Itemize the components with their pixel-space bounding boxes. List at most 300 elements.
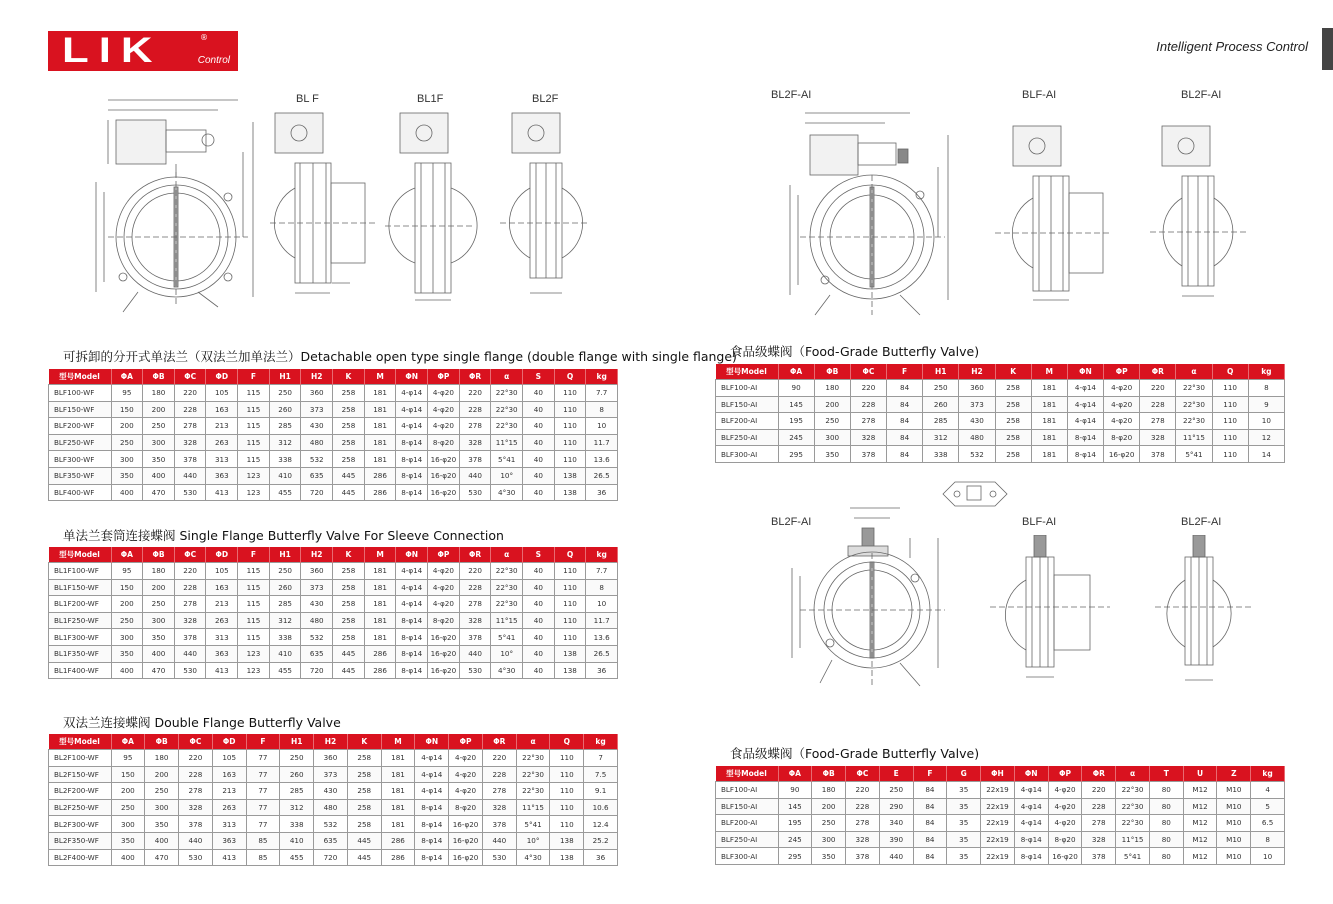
table-cell: 180 (145, 750, 179, 767)
table-cell: 220 (459, 563, 491, 580)
table-cell: 195 (778, 815, 812, 832)
table-cell: 110 (1212, 413, 1248, 430)
table-cell: 440 (459, 645, 491, 662)
table-cell: 9.1 (584, 783, 618, 800)
table-cell: 115 (238, 401, 270, 418)
table-cell: 138 (554, 662, 586, 679)
table-cell: 80 (1149, 798, 1183, 815)
table-cell: 8-φ14 (415, 799, 449, 816)
table-cell: 85 (246, 849, 280, 866)
drawing-label-bl2f-ai-4: BL2F-AI (1181, 516, 1222, 528)
table-cell: 200 (812, 798, 846, 815)
table-cell: 350 (111, 832, 145, 849)
table-cell: 313 (212, 816, 246, 833)
table-cell: 360 (301, 563, 333, 580)
table-cell: 10° (516, 832, 550, 849)
column-header: H2 (959, 364, 995, 380)
table-cell: 250 (143, 596, 175, 613)
table-cell: 312 (280, 799, 314, 816)
column-header: 型号Model (49, 734, 112, 750)
table-cell: 5°41 (1116, 848, 1150, 865)
drawing-label-blf-ai-2: BLF-AI (1022, 516, 1057, 528)
table-cell: M12 (1183, 831, 1217, 848)
table-cell: 250 (812, 815, 846, 832)
table-cell: 10 (1251, 848, 1285, 865)
table-cell: 36 (586, 662, 618, 679)
table-cell: 4-φ20 (428, 579, 460, 596)
table-cell: 4-φ14 (415, 783, 449, 800)
table-cell: 22°30 (491, 401, 523, 418)
table-cell: 181 (364, 629, 396, 646)
section-title-food-1: 食品级蝶阀（Food-Grade Butterfly Valve) (730, 344, 980, 359)
table-cell: 430 (314, 783, 348, 800)
table-cell: 8-φ20 (449, 799, 483, 816)
table-cell: 8-φ14 (415, 849, 449, 866)
table-cell: 445 (347, 849, 381, 866)
table-cell: 250 (269, 385, 301, 402)
table-cell: BLF100-AI (716, 782, 779, 799)
column-header: T (1149, 766, 1183, 782)
table-cell: 530 (459, 484, 491, 501)
table-cell: 163 (212, 766, 246, 783)
table-cell: 328 (459, 434, 491, 451)
table-cell: 278 (482, 783, 516, 800)
table-cell: 300 (111, 816, 145, 833)
table-cell: 181 (1031, 413, 1067, 430)
column-header: ΦN (396, 547, 428, 563)
table-cell: 312 (923, 429, 959, 446)
table-row (716, 848, 1285, 865)
table-cell: 90 (778, 380, 814, 397)
table-cell: 8-φ14 (396, 662, 428, 679)
table-cell: 84 (913, 815, 947, 832)
table-cell: 110 (550, 816, 584, 833)
table-cell: M10 (1217, 831, 1251, 848)
table-cell: 4-φ20 (1048, 798, 1082, 815)
table-cell: BLF200-AI (716, 413, 779, 430)
table-cell: 5°41 (491, 451, 523, 468)
table-cell: BL1F350-WF (49, 645, 112, 662)
table-cell: 220 (174, 385, 206, 402)
table-cell: 470 (143, 484, 175, 501)
table-cell: 263 (212, 799, 246, 816)
table-cell: 480 (301, 612, 333, 629)
table-cell: 12.4 (584, 816, 618, 833)
table-cell: 635 (301, 467, 333, 484)
column-header: ΦA (778, 364, 814, 380)
column-header: ΦB (143, 369, 175, 385)
table-row (49, 596, 618, 613)
table-cell: 77 (246, 783, 280, 800)
table-cell: 373 (301, 579, 333, 596)
column-header: K (333, 547, 365, 563)
table-row (716, 446, 1285, 463)
column-header: ΦR (482, 734, 516, 750)
table-cell: 110 (554, 418, 586, 435)
table-cell: 181 (381, 816, 415, 833)
table-cell: 110 (554, 596, 586, 613)
table-header-row (716, 364, 1285, 380)
table-cell: 285 (269, 418, 301, 435)
column-header: ΦA (111, 369, 143, 385)
table-cell: 328 (1082, 831, 1116, 848)
table-cell: 200 (111, 783, 145, 800)
table-cell: 40 (523, 563, 555, 580)
table-cell: 110 (1212, 429, 1248, 446)
table-cell: 455 (269, 662, 301, 679)
table-cell: 84 (887, 446, 923, 463)
valve-side-drawing-blf (270, 108, 380, 308)
table-cell: 5°41 (516, 816, 550, 833)
table-cell: 84 (887, 413, 923, 430)
table-cell: 80 (1149, 831, 1183, 848)
table-cell: 4-φ14 (396, 563, 428, 580)
table-cell: 278 (1082, 815, 1116, 832)
table-cell: 530 (174, 484, 206, 501)
table-cell: 413 (206, 484, 238, 501)
table-cell: 181 (381, 783, 415, 800)
page-edge-bar (1322, 28, 1333, 70)
table-cell: BLF300-WF (49, 451, 112, 468)
column-header: ΦB (814, 364, 850, 380)
table-cell: 278 (174, 596, 206, 613)
table-cell: 470 (145, 849, 179, 866)
table-cell: 295 (778, 446, 814, 463)
table-cell: 350 (111, 467, 143, 484)
table-cell: 378 (179, 816, 213, 833)
table-cell: 4-φ20 (1104, 396, 1140, 413)
table-cell: 115 (238, 563, 270, 580)
table-cell: 40 (523, 662, 555, 679)
table-cell: BL2F150-WF (49, 766, 112, 783)
table-row (716, 413, 1285, 430)
table-cell: 440 (174, 467, 206, 484)
column-header: ΦR (1140, 364, 1176, 380)
table-cell: M10 (1217, 798, 1251, 815)
table-cell: 8-φ14 (1067, 446, 1103, 463)
table-cell: 228 (459, 579, 491, 596)
table-cell: 295 (778, 848, 812, 865)
table-cell: 10° (491, 645, 523, 662)
table-cell: 35 (947, 798, 981, 815)
table-cell: 258 (333, 418, 365, 435)
table-cell: 250 (280, 750, 314, 767)
table-cell: 245 (778, 429, 814, 446)
table-cell: 4-φ14 (1014, 782, 1048, 799)
table-row (49, 612, 618, 629)
table-header-row (716, 766, 1285, 782)
table-cell: 250 (923, 380, 959, 397)
column-header: kg (1248, 364, 1284, 380)
table-cell: 181 (364, 434, 396, 451)
table-cell: 278 (459, 596, 491, 613)
table-cell: 350 (812, 848, 846, 865)
table-cell: 4-φ20 (428, 401, 460, 418)
table-cell: 16-φ20 (428, 484, 460, 501)
table-cell: 312 (269, 434, 301, 451)
column-header: α (1116, 766, 1150, 782)
table-cell: 181 (364, 612, 396, 629)
table-cell: 115 (238, 612, 270, 629)
table-cell: 4-φ14 (1067, 413, 1103, 430)
table-cell: 7.7 (586, 563, 618, 580)
table-row (49, 783, 618, 800)
column-header: α (491, 369, 523, 385)
table-cell: 8 (1251, 831, 1285, 848)
table-cell: 285 (280, 783, 314, 800)
table-cell: 26.5 (586, 645, 618, 662)
table-cell: 378 (174, 629, 206, 646)
table-cell: 286 (364, 484, 396, 501)
table-cell: 22°30 (1116, 782, 1150, 799)
table-cell: 145 (778, 396, 814, 413)
table-cell: BLF200-AI (716, 815, 779, 832)
table-cell: 4°30 (491, 484, 523, 501)
table-cell: 11°15 (491, 612, 523, 629)
table-cell: 445 (333, 662, 365, 679)
table-cell: 40 (523, 612, 555, 629)
table-cell: 4 (1251, 782, 1285, 799)
table-cell: 445 (333, 645, 365, 662)
table-cell: 110 (550, 799, 584, 816)
spec-table-detachable (48, 369, 618, 501)
table-cell: 181 (381, 799, 415, 816)
table-cell: 258 (333, 563, 365, 580)
table-cell: BLF100-WF (49, 385, 112, 402)
column-header: ΦN (415, 734, 449, 750)
food-valve-front-drawing (770, 105, 955, 325)
column-header: ΦN (1067, 364, 1103, 380)
table-cell: 258 (333, 385, 365, 402)
table-cell: 22°30 (491, 418, 523, 435)
table-cell: 110 (554, 434, 586, 451)
table-cell: 300 (812, 831, 846, 848)
table-cell: 312 (269, 612, 301, 629)
table-cell: 150 (111, 579, 143, 596)
column-header: F (887, 364, 923, 380)
table-cell: BL1F150-WF (49, 579, 112, 596)
table-cell: 455 (269, 484, 301, 501)
table-cell: 138 (550, 832, 584, 849)
column-header: H1 (280, 734, 314, 750)
table-header-row (49, 369, 618, 385)
table-cell: 77 (246, 816, 280, 833)
table-cell: 8-φ14 (396, 451, 428, 468)
table-cell: 4-φ14 (396, 418, 428, 435)
column-header: Q (554, 547, 586, 563)
table-cell: 328 (850, 429, 886, 446)
table-row (716, 782, 1285, 799)
table-cell: 313 (206, 451, 238, 468)
table-cell: 220 (850, 380, 886, 397)
drawing-label-bl2f: BL2F (532, 93, 559, 105)
section-title-sleeve: 单法兰套筒连接蝶阀 Single Flange Butterfly Valve For Sleeve Connection (63, 528, 504, 543)
table-cell: 200 (111, 418, 143, 435)
table-cell: 250 (143, 418, 175, 435)
table-cell: 40 (523, 401, 555, 418)
table-cell: 8-φ14 (396, 645, 428, 662)
table-cell: 4-φ20 (1104, 380, 1140, 397)
table-cell: BL2F400-WF (49, 849, 112, 866)
logo-mark: LIK (62, 31, 163, 70)
table-cell: 413 (206, 662, 238, 679)
table-cell: 400 (111, 662, 143, 679)
column-header: H2 (301, 369, 333, 385)
table-row (49, 451, 618, 468)
table-cell: 90 (778, 782, 812, 799)
table-cell: 150 (111, 766, 145, 783)
table-cell: 400 (143, 467, 175, 484)
table-cell: 145 (778, 798, 812, 815)
section-title-double: 双法兰连接蝶阀 Double Flange Butterfly Valve (63, 715, 341, 730)
table-cell: 258 (333, 612, 365, 629)
table-cell: 4-φ20 (449, 766, 483, 783)
table-cell: 115 (238, 434, 270, 451)
table-cell: M10 (1217, 782, 1251, 799)
table-cell: 250 (111, 612, 143, 629)
table-cell: 250 (879, 782, 913, 799)
table-cell: 328 (1140, 429, 1176, 446)
column-header: F (238, 369, 270, 385)
table-cell: 16-φ20 (449, 832, 483, 849)
section-title-food-2: 食品级蝶阀（Food-Grade Butterfly Valve) (730, 746, 980, 761)
table-cell: 8-φ14 (396, 484, 428, 501)
table-cell: 220 (1140, 380, 1176, 397)
table-cell: 373 (314, 766, 348, 783)
valve-side-drawing-bl1f (385, 108, 480, 308)
table-cell: 22x19 (981, 782, 1015, 799)
column-header: ΦR (1082, 766, 1116, 782)
table-cell: 14 (1248, 446, 1284, 463)
table-cell: 8-φ14 (1067, 429, 1103, 446)
column-header: ΦP (449, 734, 483, 750)
table-cell: 105 (206, 385, 238, 402)
table-cell: 95 (111, 750, 145, 767)
table-cell: 410 (280, 832, 314, 849)
food-valve-side-drawing-1 (995, 118, 1115, 308)
table-cell: 4-φ14 (415, 766, 449, 783)
table-cell: 8-φ20 (428, 434, 460, 451)
table-cell: 200 (145, 766, 179, 783)
table-cell: 181 (364, 401, 396, 418)
table-cell: 228 (482, 766, 516, 783)
table-cell: 181 (1031, 396, 1067, 413)
table-cell: 300 (145, 799, 179, 816)
column-header: F (913, 766, 947, 782)
table-cell: 258 (333, 596, 365, 613)
table-cell: 220 (846, 782, 880, 799)
table-cell: 16-φ20 (428, 467, 460, 484)
table-cell: 13.6 (586, 629, 618, 646)
column-header: ΦA (778, 766, 812, 782)
table-cell: 123 (238, 467, 270, 484)
table-cell: 115 (238, 629, 270, 646)
table-cell: 40 (523, 596, 555, 613)
table-cell: 258 (995, 380, 1031, 397)
table-cell: 7.5 (584, 766, 618, 783)
table-cell: 181 (364, 451, 396, 468)
table-cell: 181 (364, 579, 396, 596)
food-valve-side-drawing-2 (1150, 118, 1250, 308)
table-cell: 16-φ20 (1048, 848, 1082, 865)
column-header: M (364, 369, 396, 385)
table-cell: BLF100-AI (716, 380, 779, 397)
table-cell: 260 (923, 396, 959, 413)
table-cell: 328 (179, 799, 213, 816)
table-cell: 181 (381, 766, 415, 783)
table-cell: 22°30 (491, 579, 523, 596)
table-cell: 138 (554, 645, 586, 662)
table-cell: 220 (459, 385, 491, 402)
column-header: H1 (923, 364, 959, 380)
table-cell: 110 (554, 401, 586, 418)
table-cell: 11°15 (491, 434, 523, 451)
table-cell: 4-φ20 (449, 783, 483, 800)
table-cell: BL1F200-WF (49, 596, 112, 613)
table-cell: 258 (333, 401, 365, 418)
table-cell: 22°30 (1176, 413, 1212, 430)
table-cell: 110 (550, 766, 584, 783)
table-cell: 110 (554, 579, 586, 596)
table-cell: 363 (212, 832, 246, 849)
table-cell: 22°30 (1176, 396, 1212, 413)
column-header: ΦP (428, 369, 460, 385)
table-cell: 105 (206, 563, 238, 580)
tagline: Intelligent Process Control (1156, 39, 1308, 54)
column-header: G (947, 766, 981, 782)
table-cell: 300 (143, 612, 175, 629)
table-cell: 228 (1082, 798, 1116, 815)
table-cell: 228 (850, 396, 886, 413)
table-cell: 8 (586, 401, 618, 418)
table-cell: 115 (238, 579, 270, 596)
table-cell: 258 (995, 413, 1031, 430)
logo-subtitle: Control (197, 55, 230, 66)
column-header: Z (1217, 766, 1251, 782)
table-cell: 181 (381, 750, 415, 767)
table-cell: 181 (364, 418, 396, 435)
table-cell: M10 (1217, 815, 1251, 832)
column-header: 型号Model (49, 369, 112, 385)
table-cell: 445 (347, 832, 381, 849)
table-cell: 350 (111, 645, 143, 662)
table-cell: 110 (1212, 380, 1248, 397)
table-cell: 11°15 (1116, 831, 1150, 848)
food-valve-front-drawing-2 (770, 498, 955, 698)
table-cell: 360 (959, 380, 995, 397)
table-cell: 36 (584, 849, 618, 866)
table-cell: 40 (523, 467, 555, 484)
table-cell: 263 (206, 434, 238, 451)
table-cell: 16-φ20 (449, 849, 483, 866)
table-cell: 258 (333, 451, 365, 468)
table-cell: 22°30 (516, 766, 550, 783)
table-cell: 84 (913, 798, 947, 815)
table-cell: 8-φ20 (1104, 429, 1140, 446)
table-cell: 110 (554, 451, 586, 468)
table-cell: 258 (347, 766, 381, 783)
table-cell: BL2F100-WF (49, 750, 112, 767)
column-header: ΦA (111, 734, 145, 750)
food-valve-side-drawing-4 (1155, 535, 1255, 690)
table-cell: 220 (482, 750, 516, 767)
table-cell: 278 (179, 783, 213, 800)
table-cell: 258 (333, 434, 365, 451)
table-cell: 84 (887, 380, 923, 397)
table-header-row (49, 547, 618, 563)
table-row (49, 629, 618, 646)
table-cell: 11.7 (586, 612, 618, 629)
